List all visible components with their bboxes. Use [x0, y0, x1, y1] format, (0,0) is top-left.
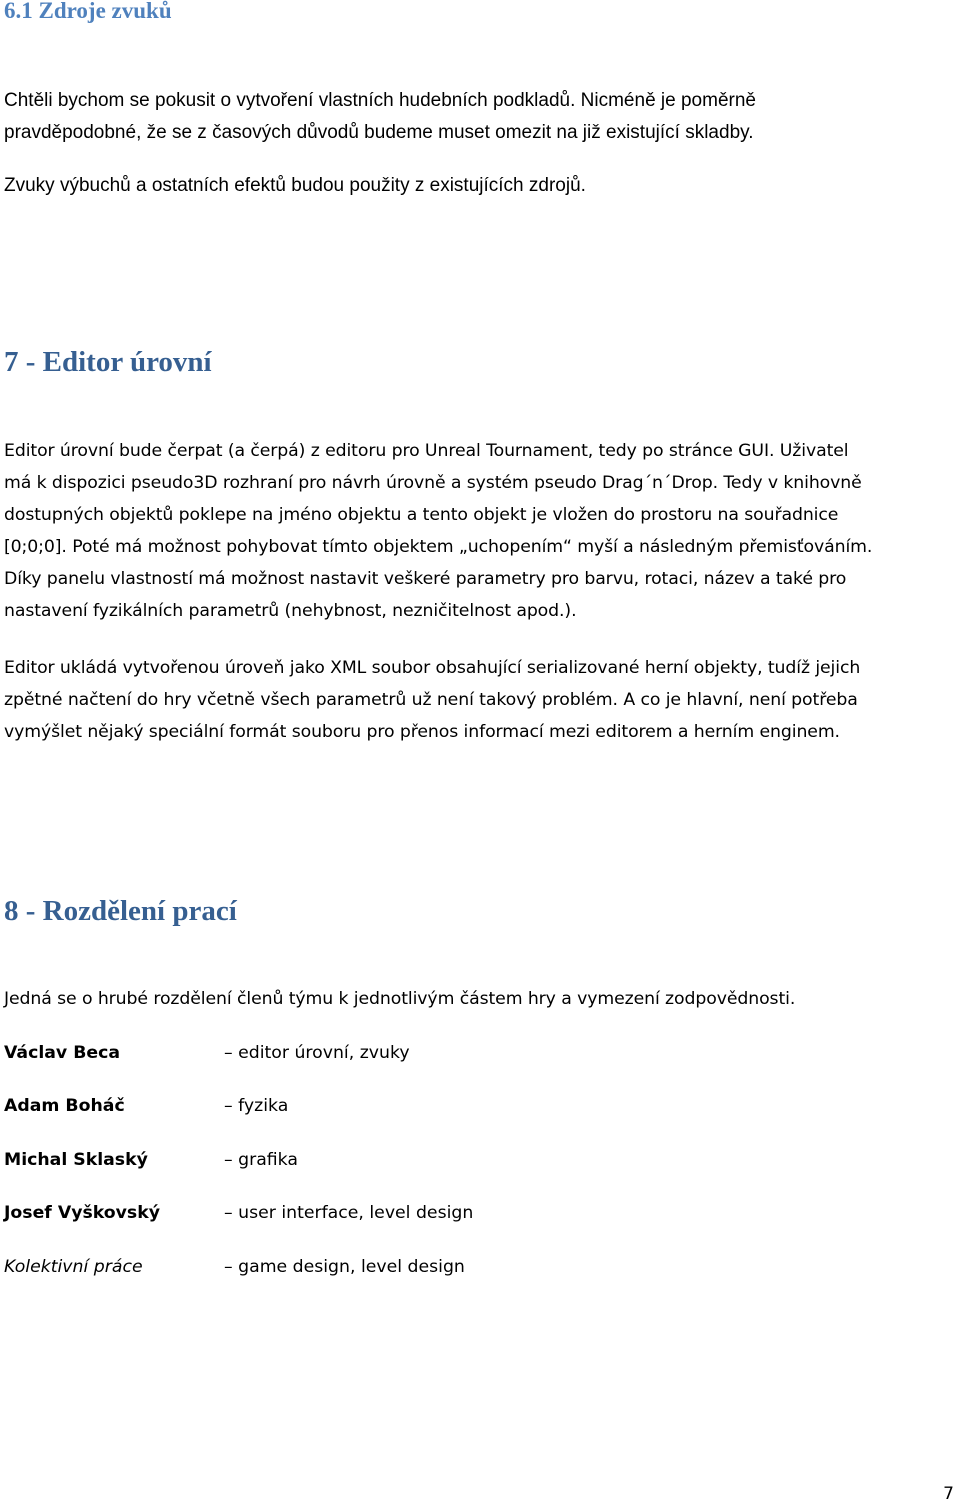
paragraph-line: nastavení fyzikálních parametrů (nehybnost, nezničitelnost apod.). — [4, 601, 577, 621]
editor-paragraph-1 — [4, 435, 872, 627]
paragraph-line: Editor ukládá vytvořenou úroveň jako XML soubor obsahující serializované herní objekty, tudíž jejich — [4, 658, 861, 678]
paragraph-line: Chtěli bychom se pokusit o vytvoření vlastních hudebních podkladů. Nicméně je poměrně — [4, 90, 756, 111]
editor-paragraph-2 — [4, 652, 860, 748]
division-intro: Jedná se o hrubé rozdělení členů týmu k jednotlivým částem hry a vymezení zodpovědnosti. — [4, 989, 796, 1009]
paragraph-line: vymýšlet nějaký speciální formát souboru pro přenos informací mezi editorem a herním enginem. — [4, 722, 840, 742]
section-heading-level-editor: 7 - Editor úrovní — [4, 346, 212, 378]
team-member-role: – fyzika — [224, 1096, 289, 1116]
section-heading-sound-sources: 6.1 Zdroje zvuků — [4, 0, 172, 23]
team-member-role: – grafika — [224, 1150, 298, 1170]
sound-paragraph-effects: Zvuky výbuchů a ostatních efektů budou použity z existujících zdrojů. — [4, 175, 586, 196]
paragraph-line: Díky panelu vlastností má možnost nastavit veškeré parametry pro barvu, rotaci, název a také pro — [4, 569, 847, 589]
paragraph-line: dostupných objektů poklepe na jméno objektu a tento objekt je vložen do prostoru na souřadnice — [4, 505, 839, 525]
sound-paragraph — [4, 85, 756, 149]
paragraph-line: má k dispozici pseudo3D rozhraní pro návrh úrovně a systém pseudo Drag´n´Drop. Tedy v knihovně — [4, 473, 862, 493]
team-member-role: – user interface, level design — [224, 1203, 474, 1223]
team-member-name: Adam Boháč — [4, 1096, 125, 1116]
paragraph-line: zpětné načtení do hry včetně všech parametrů už není takový problém. A co je hlavní, není potřeba — [4, 690, 858, 710]
team-member-name: Michal Sklaský — [4, 1150, 148, 1170]
section-heading-work-division: 8 - Rozdělení prací — [4, 895, 237, 927]
paragraph-line: Editor úrovní bude čerpat (a čerpá) z editoru pro Unreal Tournament, tedy po stránce GUI. Uživatel — [4, 441, 849, 461]
paragraph-line: [0;0;0]. Poté má možnost pohybovat tímto objektem „uchopením“ myší a následným přemisťováním. — [4, 537, 873, 557]
team-member-role: – editor úrovní, zvuky — [224, 1043, 410, 1063]
team-member-role: – game design, level design — [224, 1257, 465, 1277]
paragraph-line: pravděpodobné, že se z časových důvodů budeme muset omezit na již existující skladby. — [4, 122, 754, 143]
team-member-name: Kolektivní práce — [4, 1257, 143, 1277]
team-member-name: Václav Beca — [4, 1043, 120, 1063]
page-number: 7 — [943, 1484, 954, 1504]
team-member-name: Josef Vyškovský — [4, 1203, 160, 1223]
